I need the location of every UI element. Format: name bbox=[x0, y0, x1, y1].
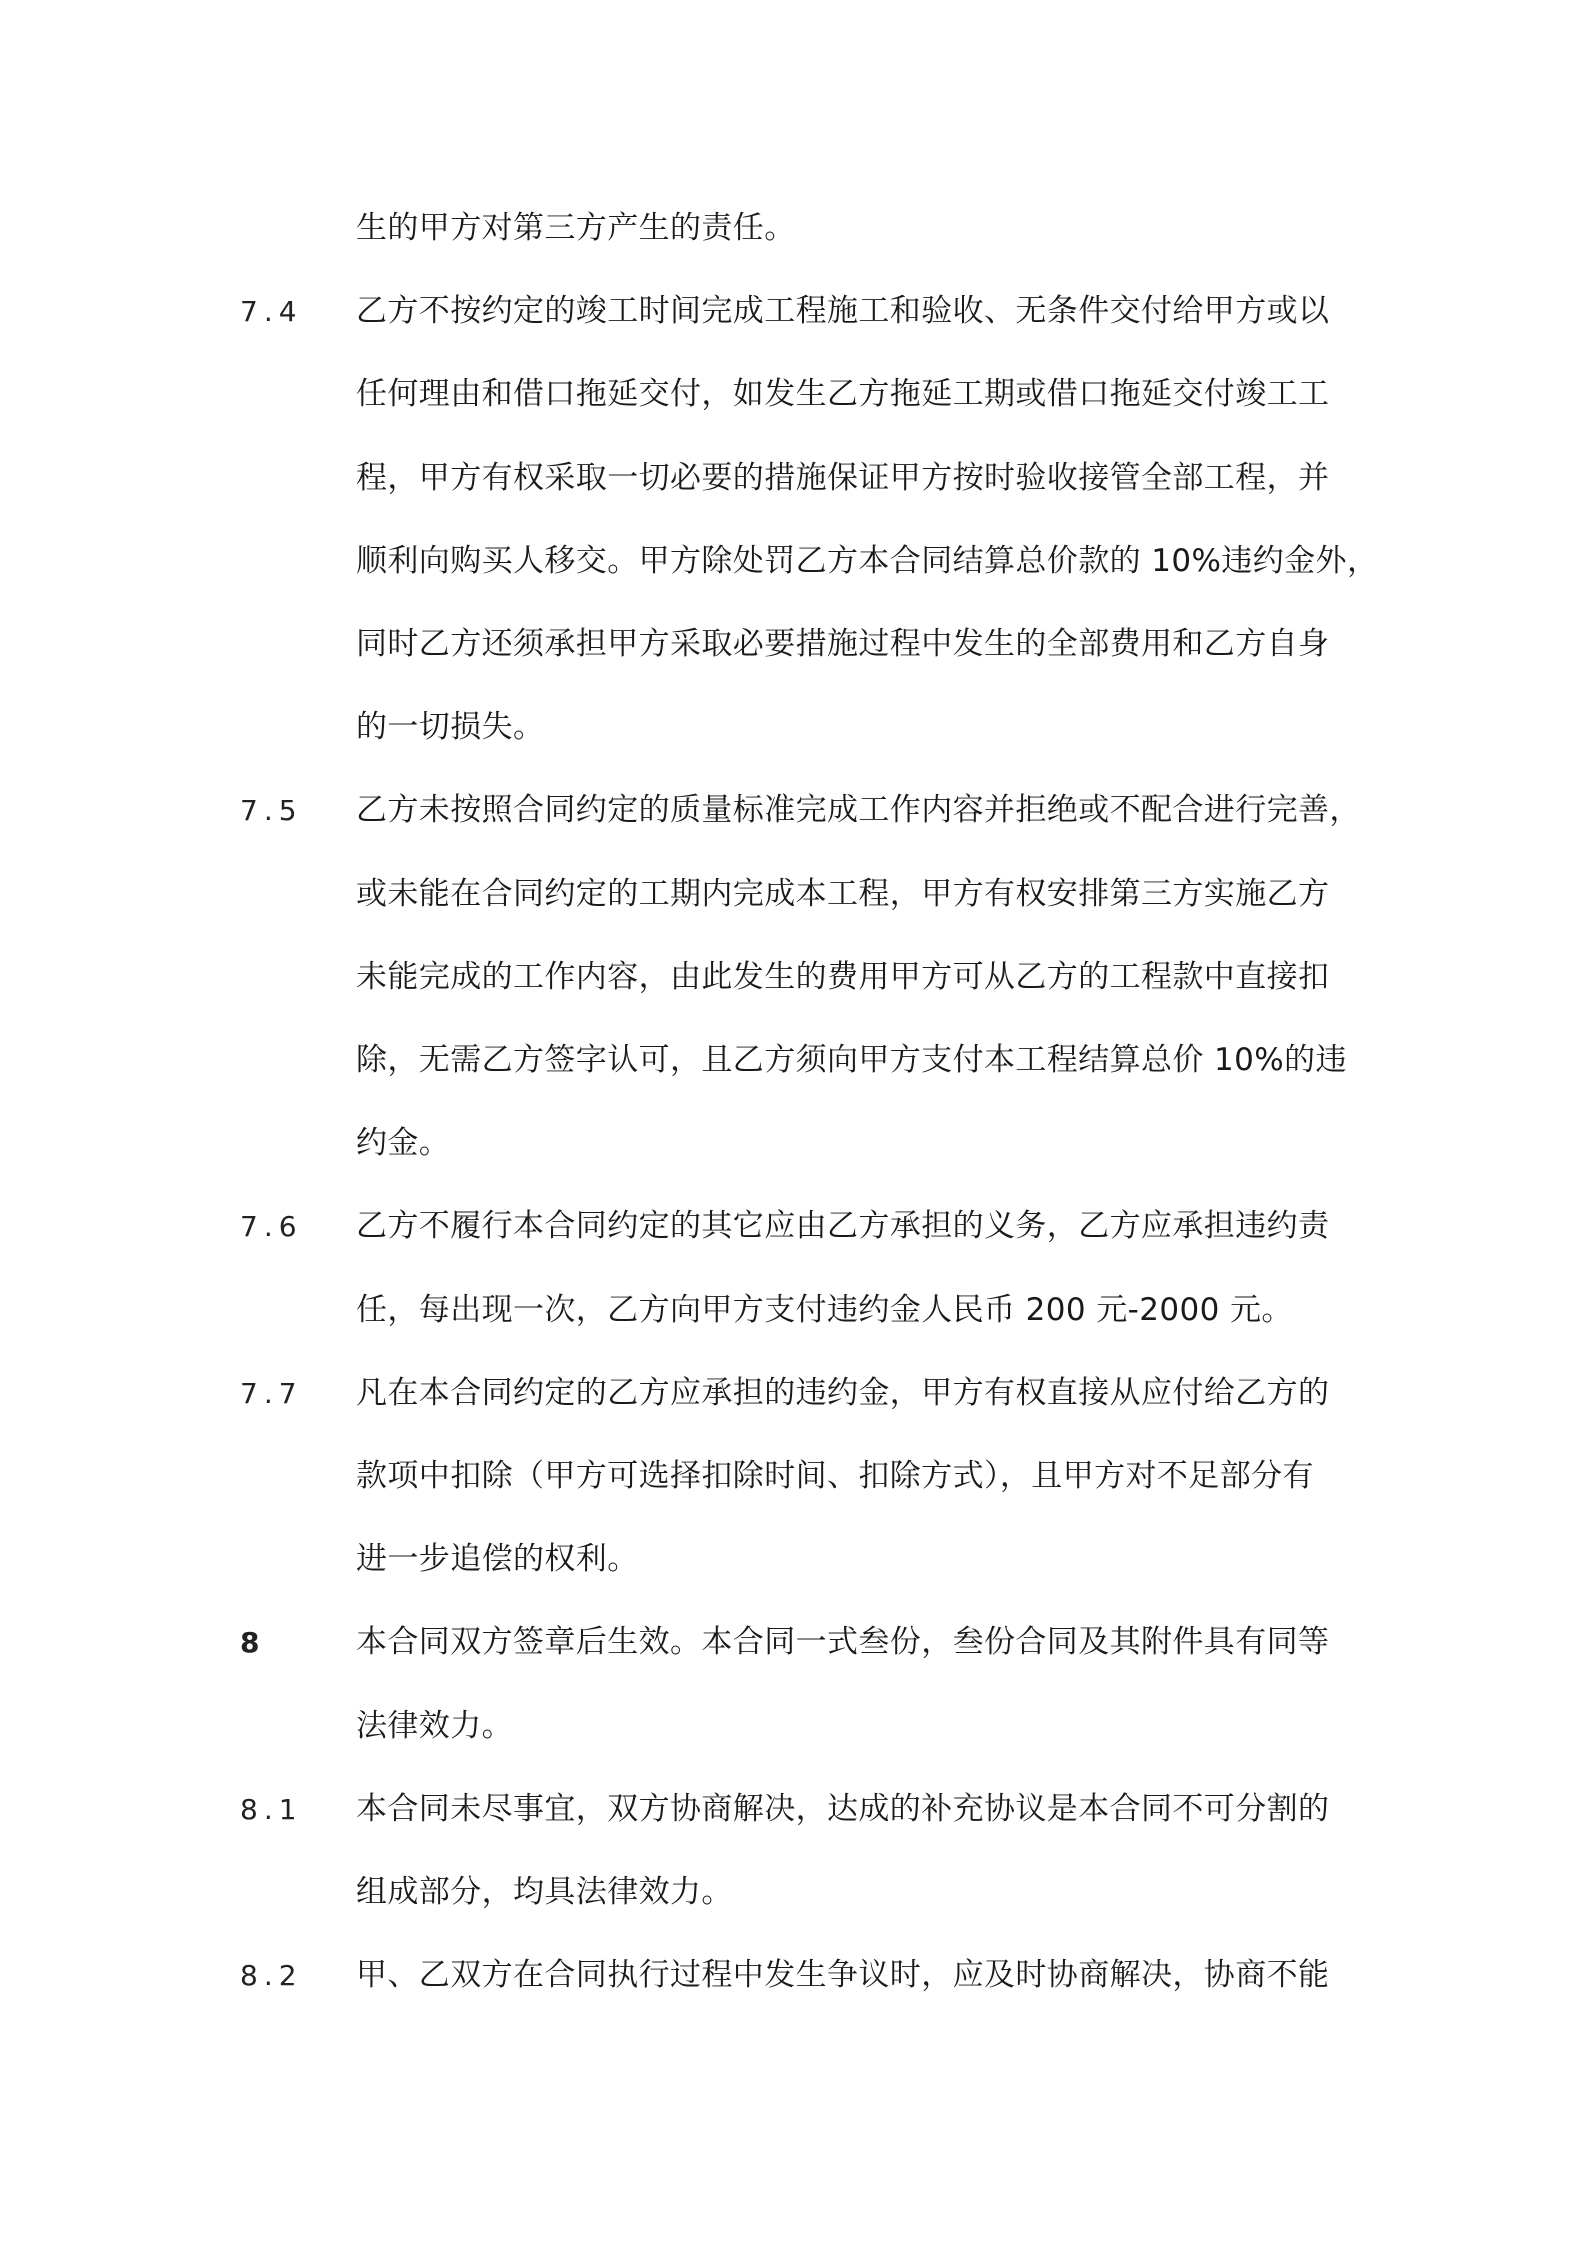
clause-text-line: 同时乙方还须承担甲方采取必要措施过程中发生的全部费用和乙方自身 bbox=[356, 625, 1330, 662]
clause-number: 8.2 bbox=[240, 1959, 303, 1993]
clause-text-line: 进一步追偿的权利。 bbox=[356, 1541, 639, 1578]
clause-text-line: 的一切损失。 bbox=[356, 709, 545, 746]
clause-number: 7.5 bbox=[240, 794, 303, 828]
clause-text-line: 凡在本合同约定的乙方应承担的违约金，甲方有权直接从应付给乙方的 bbox=[356, 1374, 1330, 1411]
clause-text-line: 程，甲方有权采取一切必要的措施保证甲方按时验收接管全部工程，并 bbox=[356, 459, 1330, 496]
clause-number: 7.4 bbox=[240, 295, 303, 329]
clause-text-line: 本合同未尽事宜，双方协商解决，达成的补充协议是本合同不可分割的 bbox=[356, 1790, 1330, 1827]
clause-text-line: 款项中扣除（甲方可选择扣除时间、扣除方式），且甲方对不足部分有 bbox=[356, 1457, 1314, 1494]
clause-number: 7.7 bbox=[240, 1376, 303, 1410]
clause-text-line: 顺利向购买人移交。甲方除处罚乙方本合同结算总价款的 10%违约金外， bbox=[356, 542, 1379, 579]
clause-text-line: 乙方不按约定的竣工时间完成工程施工和验收、无条件交付给甲方或以 bbox=[356, 293, 1330, 330]
clause-text-line: 法律效力。 bbox=[356, 1707, 513, 1744]
clause-number: 8.1 bbox=[240, 1792, 303, 1826]
clause-text-line: 乙方不履行本合同约定的其它应由乙方承担的义务，乙方应承担违约责 bbox=[356, 1208, 1330, 1245]
clause-text-line: 生的甲方对第三方产生的责任。 bbox=[356, 210, 796, 246]
clause-text-line: 任何理由和借口拖延交付，如发生乙方拖延工期或借口拖延交付竣工工 bbox=[356, 376, 1330, 413]
clause-number: 7.6 bbox=[240, 1210, 303, 1244]
clause-text-line: 约金。 bbox=[356, 1125, 451, 1162]
clause-number: 8 bbox=[240, 1626, 260, 1660]
clause-text-line: 乙方未按照合同约定的质量标准完成工作内容并拒绝或不配合进行完善， bbox=[356, 792, 1361, 829]
clause-text-line: 未能完成的工作内容，由此发生的费用甲方可从乙方的工程款中直接扣 bbox=[356, 958, 1330, 995]
clause-text-line: 甲、乙双方在合同执行过程中发生争议时，应及时协商解决，协商不能 bbox=[356, 1957, 1330, 1994]
clause-text-line: 除，无需乙方签字认可，且乙方须向甲方支付本工程结算总价 10%的违 bbox=[356, 1041, 1347, 1078]
clause-text-line: 组成部分，均具法律效力。 bbox=[356, 1873, 733, 1910]
clause-text-line: 或未能在合同约定的工期内完成本工程，甲方有权安排第三方实施乙方 bbox=[356, 875, 1330, 912]
clause-text-line: 本合同双方签章后生效。本合同一式叁份，叁份合同及其附件具有同等 bbox=[356, 1624, 1330, 1661]
clause-text-line: 任，每出现一次，乙方向甲方支付违约金人民币 200 元-2000 元。 bbox=[356, 1291, 1293, 1328]
